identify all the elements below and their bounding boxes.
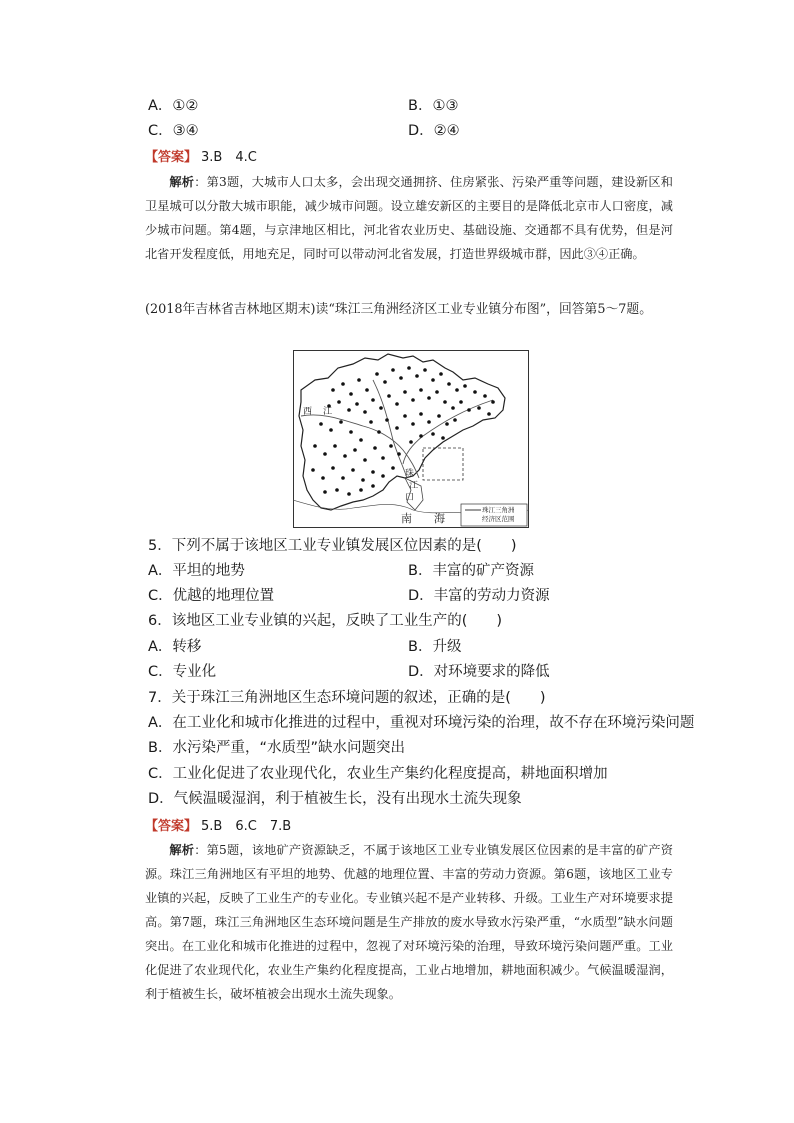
- label-nanhai: 南 海: [401, 512, 445, 525]
- option-b: B．①③: [408, 98, 459, 114]
- analysis-lead: 解析: [169, 843, 195, 857]
- analysis-text: ：第3题，大城市人口太多，会出现交通拥挤、住房紧张、污染严重等问题，建设新区和卫星城可以分散大城市职能，减少城市问题。设立雄安新区的主要目的是降低北京市人口密度，减少城市问题。第4题，与京津地区相比，河北省农业历史、基础设施、交通都不具有优势，但是河北省开发程度低，用地充足，同时可以带动河北省发展，打造世界级城市群，因此③④正确。: [145, 175, 673, 261]
- answer-tag: 【答案】: [145, 150, 198, 165]
- question-7-option-b: B．水污染严重，“水质型”缺水问题突出: [148, 740, 405, 756]
- question-7-stem: 7．关于珠江三角洲地区生态环境问题的叙述，正确的是( ): [148, 690, 546, 706]
- answer-tag: 【答案】: [145, 819, 198, 834]
- question-intro: (2018年吉林省吉林地区期末)读“珠江三角洲经济区工业专业镇分布图”，回答第5～7题。: [145, 302, 653, 317]
- analysis-text: ：第5题，该地矿产资源缺乏，不属于该地区工业专业镇发展区位因素的是丰富的矿产资源。珠江三角洲地区有平坦的地势、优越的地理位置、丰富的劳动力资源。第6题，该地区工业专业镇的兴起，反映了工业生产的专业化。专业镇兴起不是产业转移、升级。工业生产对环境要求提高。第7题，珠江三角洲地区生态环境问题是生产排放的废水导致水污染严重，“水质型”缺水问题突出。在工业化和城市化推进的过程中，忽视了对环境污染的治理，导致环境污染问题严重。工业化促进了农业现代化，农业生产集约化程度提高，工业占地增加，耕地面积减少。气候温暖湿润，利于植被生长，破坏植被会出现水土流失现象。: [145, 843, 673, 1001]
- question-5-option-d: D．丰富的劳动力资源: [408, 588, 550, 604]
- legend-text-1: 珠江三角洲: [482, 506, 515, 514]
- label-kou: 口: [405, 493, 415, 503]
- question-5-option-a: A．平坦的地势: [148, 563, 245, 579]
- option-a: A．①②: [148, 98, 199, 114]
- answer-value: 3.B 4.C: [201, 150, 257, 165]
- answer-line-1: [145, 146, 257, 168]
- label-jiang2: 江: [409, 481, 419, 491]
- option-c: C．③④: [148, 123, 199, 139]
- question-5-option-c: C．优越的地理位置: [148, 588, 275, 604]
- question-7-option-c: C．工业化促进了农业现代化，农业生产集约化程度提高，耕地面积增加: [148, 766, 608, 782]
- analysis-lead: 解析: [169, 175, 195, 189]
- question-5-stem: 5．下列不属于该地区工业专业镇发展区位因素的是( ): [148, 538, 517, 554]
- label-xi: 西: [303, 407, 313, 417]
- label-zhu: 珠: [405, 469, 415, 479]
- pearl-river-delta-map: [293, 350, 529, 528]
- legend-text-2: 经济区范围: [482, 515, 515, 523]
- question-6-option-b: B．升级: [408, 639, 462, 655]
- question-6-option-c: C．专业化: [148, 664, 217, 680]
- answer-value: 5.B 6.C 7.B: [201, 819, 292, 834]
- analysis-paragraph-1: [145, 170, 673, 266]
- question-6-stem: 6．该地区工业专业镇的兴起，反映了工业生产的( ): [148, 613, 503, 629]
- question-7-option-d: D．气候温暖湿润，利于植被生长，没有出现水土流失现象: [148, 791, 522, 807]
- option-d: D．②④: [408, 123, 460, 139]
- question-7-option-a: A．在工业化和城市化推进的过程中，重视对环境污染的治理，故不存在环境污染问题: [148, 715, 695, 731]
- answer-line-2: [145, 815, 291, 837]
- label-jiang: 江: [323, 407, 333, 417]
- question-6-option-a: A．转移: [148, 639, 202, 655]
- analysis-paragraph-2: [145, 838, 673, 1006]
- question-6-option-d: D．对环境要求的降低: [408, 664, 550, 680]
- question-5-option-b: B．丰富的矿产资源: [408, 563, 534, 579]
